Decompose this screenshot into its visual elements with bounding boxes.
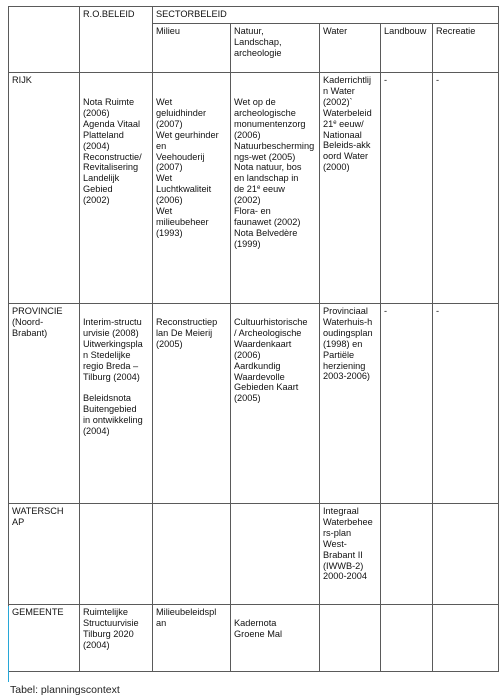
cell-line <box>83 86 149 97</box>
row-label-provincie <box>9 304 80 504</box>
header-sectorbeleid: SECTORBELEID <box>153 7 499 24</box>
cell-line: Milieubeleidspl <box>156 607 217 617</box>
cell-line: AP <box>12 516 25 527</box>
cell-line: (2007) <box>156 162 183 173</box>
cell-line: 2000-2004 <box>323 571 367 582</box>
cell-line: Reconstructiep <box>156 317 218 327</box>
cell-line: Reconstructie/ <box>83 151 142 162</box>
cell-line: Luchtkwaliteit <box>156 184 212 195</box>
cell-line: archeologische <box>234 107 296 118</box>
cell-line: Natuurbescherming <box>234 140 315 151</box>
rijk-natuur-cell <box>231 73 320 304</box>
cell-line: Buitengebied <box>83 404 137 415</box>
cell-line: Tilburg (2004) <box>83 371 140 382</box>
waterschap-water-cell <box>320 504 381 605</box>
cell-line: Groene Mal <box>234 628 283 639</box>
cell-line: faunawet (2002) <box>234 216 301 227</box>
cell-line: monumentenzorg <box>234 118 306 129</box>
cell-line: (2006) <box>234 129 261 140</box>
cell-line: (1999) <box>234 238 261 249</box>
cell-line: de 21e eeuw <box>234 184 285 195</box>
cell-line: Wet <box>156 97 173 107</box>
cell-line: Wet <box>156 206 173 217</box>
waterschap-landbouw-cell <box>381 504 433 605</box>
cell-line: Uitwerkingspla <box>83 338 143 349</box>
rijk-water-cell <box>320 73 381 304</box>
cell-line: Kadernota <box>234 618 277 628</box>
table-row-provincie <box>9 304 499 504</box>
cell-line: (2002) <box>234 195 261 206</box>
cell-line <box>234 306 316 317</box>
cell-line: Nota Ruimte <box>83 97 135 107</box>
cell-line: lan De Meierij <box>156 327 213 338</box>
cell-line: urvisie (2008) <box>83 327 139 338</box>
cell-line: (2004) <box>83 140 110 151</box>
header-water: Water <box>320 24 381 73</box>
cell-line: Waterhuis-h <box>323 316 373 327</box>
cell-line: Wet geurhinder <box>156 129 219 140</box>
cell-line: Gebied <box>83 184 113 195</box>
cell-line: Kaderrichtlij <box>323 75 371 85</box>
header-milieu: Milieu <box>153 24 231 73</box>
rijk-landbouw-cell <box>381 73 433 304</box>
cell-line: (2006) <box>83 107 110 118</box>
table-row-waterschap <box>9 504 499 605</box>
cell-line <box>156 75 227 86</box>
cell-line: (2005) <box>156 338 183 349</box>
waterschap-recreatie-cell <box>433 504 499 605</box>
cell-line: Landschap, <box>234 36 282 47</box>
cell-line: / Archeologische <box>234 327 302 338</box>
cell-line: herziening <box>323 360 366 371</box>
cell-line: Waardevolle <box>234 371 285 382</box>
header-natuur <box>231 24 320 73</box>
row-label-waterschap <box>9 504 80 605</box>
cell-line: archeologie <box>234 47 282 58</box>
cell-line: (1998) en <box>323 338 363 349</box>
cell-line: Brabant) <box>12 327 48 338</box>
cell-line: Partiële <box>323 349 355 360</box>
cell-line: milieubeheer <box>156 216 209 227</box>
cell-line: regio Breda – <box>83 360 139 371</box>
gemeente-landbouw-cell <box>381 605 433 672</box>
cell-line: (2006) <box>156 195 183 206</box>
cell-line <box>234 607 316 618</box>
rijk-ro-cell <box>80 73 153 304</box>
cell-line: West- <box>323 538 347 549</box>
cell-line <box>83 306 149 317</box>
cell-line: Tilburg 2020 <box>83 628 134 639</box>
cell-line: Cultuurhistorische <box>234 317 308 327</box>
cell-line: PROVINCIE <box>12 306 63 316</box>
table-caption: Tabel: planningscontext <box>10 684 120 696</box>
cell-line: (1993) <box>156 227 183 238</box>
cell-line: Veehouderij <box>156 151 205 162</box>
cell-line: n Stedelijke <box>83 349 131 360</box>
header-recreatie: Recreatie <box>433 24 499 73</box>
cell-line: Agenda Vitaal <box>83 118 141 129</box>
cell-line: GEMEENTE <box>12 607 64 617</box>
cell-line: - <box>384 306 388 316</box>
gemeente-recreatie-cell <box>433 605 499 672</box>
cell-line: (Noord- <box>12 316 44 327</box>
cell-line: Brabant II <box>323 549 363 560</box>
cell-line: n Water <box>323 85 355 96</box>
cell-line: Wet op de <box>234 97 276 107</box>
cell-line <box>156 306 227 317</box>
cell-line: Structuurvisie <box>83 617 139 628</box>
cell-line: Waterbehee <box>323 516 373 527</box>
cell-line: Integraal <box>323 506 359 516</box>
gemeente-milieu-cell <box>153 605 231 672</box>
cell-line: ngs-wet (2005) <box>234 151 296 162</box>
provincie-natuur-cell <box>231 304 320 504</box>
cell-line: (2000) <box>323 162 350 173</box>
table-row-gemeente <box>9 605 499 672</box>
header-corner-cell <box>9 7 80 73</box>
cell-line: oord Water <box>323 151 369 162</box>
gemeente-natuur-cell <box>231 605 320 672</box>
cell-line: (2002)` <box>323 96 353 107</box>
cell-line: an <box>156 617 167 628</box>
cell-line: en landschap in <box>234 173 299 184</box>
cell-line: RIJK <box>12 75 32 85</box>
cell-line: - <box>436 306 440 316</box>
cell-line: (IWWB-2) <box>323 560 364 571</box>
waterschap-milieu-cell <box>153 504 231 605</box>
provincie-landbouw-cell <box>381 304 433 504</box>
gemeente-ro-cell <box>80 605 153 672</box>
cell-line: Beleidsnota <box>83 393 132 404</box>
cell-line: Nota Belvedère <box>234 227 298 238</box>
cell-line: 2003-2006) <box>323 371 370 382</box>
header-landbouw: Landbouw <box>381 24 433 73</box>
cell-line: - <box>436 75 440 85</box>
cell-line: Wet <box>156 173 173 184</box>
rijk-recreatie-cell <box>433 73 499 304</box>
waterschap-ro-cell <box>80 504 153 605</box>
cell-line <box>234 75 316 86</box>
provincie-ro-cell <box>80 304 153 504</box>
cell-line: Platteland <box>83 129 124 140</box>
cell-line: (2006) <box>234 349 261 360</box>
cell-line: oudingsplan <box>323 327 373 338</box>
cell-line: Gebieden Kaart <box>234 382 299 393</box>
cell-line: Landelijk <box>83 173 120 184</box>
rijk-milieu-cell <box>153 73 231 304</box>
cell-line: Waardenkaart <box>234 338 292 349</box>
cell-line <box>234 86 316 97</box>
cell-line: - <box>384 75 388 85</box>
selection-edge-marker <box>8 606 9 682</box>
table-row-rijk <box>9 73 499 304</box>
cell-line: (2002) <box>83 195 110 206</box>
planning-context-table <box>8 6 499 672</box>
cell-line: WATERSCH <box>12 506 64 516</box>
provincie-recreatie-cell <box>433 304 499 504</box>
gemeente-water-cell <box>320 605 381 672</box>
cell-line: geluidhinder <box>156 107 207 118</box>
cell-line: Natuur, <box>234 26 264 36</box>
cell-line: (2004) <box>83 639 110 650</box>
cell-line: (2004) <box>83 426 110 437</box>
cell-line <box>156 86 227 97</box>
row-label-rijk <box>9 73 80 304</box>
cell-line: Ruimtelijke <box>83 607 128 617</box>
cell-line: Waterbeleid <box>323 107 372 118</box>
waterschap-natuur-cell <box>231 504 320 605</box>
cell-line: Aardkundig <box>234 360 281 371</box>
cell-line: en <box>156 140 167 151</box>
header-ro-beleid: R.O.BELEID <box>80 7 153 73</box>
cell-line: (2005) <box>234 393 261 404</box>
provincie-milieu-cell <box>153 304 231 504</box>
cell-line: Revitalisering <box>83 162 139 173</box>
header-row-top <box>9 7 499 24</box>
cell-line: in ontwikkeling <box>83 415 143 426</box>
cell-line: 21e eeuw/ <box>323 118 364 129</box>
cell-line <box>83 382 149 393</box>
provincie-water-cell <box>320 304 381 504</box>
cell-line: Nationaal <box>323 129 362 140</box>
cell-line: Flora- en <box>234 206 271 217</box>
cell-line: Nota natuur, bos <box>234 162 302 173</box>
cell-line: (2007) <box>156 118 183 129</box>
cell-line: rs-plan <box>323 527 352 538</box>
row-label-gemeente <box>9 605 80 672</box>
cell-line <box>83 75 149 86</box>
cell-line: Interim-structu <box>83 317 142 327</box>
cell-line: Provinciaal <box>323 306 368 316</box>
cell-line: Beleids-akk <box>323 140 371 151</box>
